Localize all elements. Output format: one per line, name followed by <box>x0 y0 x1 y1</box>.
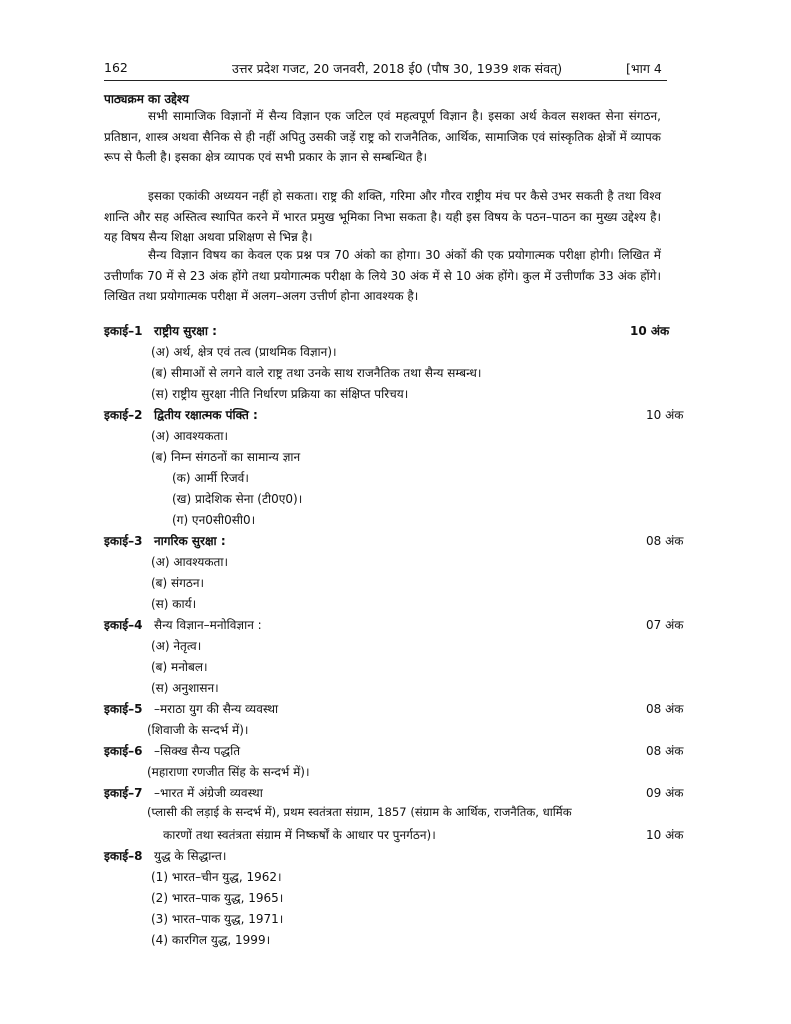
unit-3-label: इकाई–3 <box>104 534 143 548</box>
unit-4-item: (ब) मनोबल। <box>151 660 208 674</box>
unit-7-label: इकाई–7 <box>104 786 143 800</box>
unit-7-note-line2: कारणों तथा स्वतंत्रता संग्राम में निष्कर्षों के आधार पर पुनर्गठन)। <box>163 828 436 842</box>
unit-8-title: युद्ध के सिद्धान्त। <box>154 849 227 863</box>
unit-2-item: (ब) निम्न संगठनों का सामान्य ज्ञान <box>151 450 301 464</box>
section-heading: पाठ्यक्रम का उद्देश्य <box>104 92 189 106</box>
unit-7-marks: 09 अंक <box>646 786 684 800</box>
unit-2-subitem: (ग) एन0सी0सी0। <box>172 513 256 527</box>
unit-7-title: –भारत में अंग्रेजी व्यवस्था <box>154 786 263 800</box>
unit-3-title: नागरिक सुरक्षा : <box>154 534 226 548</box>
unit-1-label: इकाई–1 <box>104 324 143 338</box>
unit-4-title: सैन्य विज्ञान–मनोविज्ञान : <box>154 618 262 632</box>
unit-4-item: (स) अनुशासन। <box>151 681 219 695</box>
unit-2-marks: 10 अंक <box>646 408 684 422</box>
unit-1-item: (ब) सीमाओं से लगने वाले राष्ट्र तथा उनके साथ राजनैतिक तथा सैन्य सम्बन्ध। <box>151 366 482 380</box>
unit-2-subitem: (ख) प्रादेशिक सेना (टी0ए0)। <box>172 492 303 506</box>
unit-7-note-line1: (प्लासी की लड़ाई के सन्दर्भ में), प्रथम स्वतंत्रता संग्राम, 1857 (संग्राम के आर्थिक, राजनैतिक, धार्मिक <box>147 805 572 819</box>
part-label: [भाग 4 <box>626 61 662 76</box>
unit-3-item: (ब) संगठन। <box>151 576 205 590</box>
unit-7-marks-2: 10 अंक <box>646 828 684 842</box>
unit-8-item: (3) भारत–पाक युद्ध, 1971। <box>151 912 284 926</box>
unit-8-item: (4) कारगिल युद्ध, 1999। <box>151 933 271 947</box>
page-number: 162 <box>104 60 128 75</box>
unit-4-label: इकाई–4 <box>104 618 143 632</box>
paragraph-2: इसका एकांकी अध्ययन नहीं हो सकता। राष्ट्र की शक्ति, गरिमा और गौरव राष्ट्रीय मंच पर कैसे उभर सकती है तथा विश्व शान्ति और सह अस्तित्व स्थापित करने में भारत प्रमुख भूमिका निभा सकता है। यही इस विषय के पठन–पाठन का मुख्य उद्देश्य है। यह विषय सैन्य शिक्षा अथवा प्रशिक्षण से भिन्न है। <box>104 189 661 244</box>
unit-1-marks: 10 अंक <box>630 324 670 338</box>
gazette-title: उत्तर प्रदेश गजट, 20 जनवरी, 2018 ई0 (पौष 30, 1939 शक संवत्) <box>232 61 563 76</box>
unit-2-label: इकाई–2 <box>104 408 143 422</box>
unit-3-item: (स) कार्य। <box>151 597 197 611</box>
unit-4-marks: 07 अंक <box>646 618 684 632</box>
unit-6-note: (महाराणा रणजीत सिंह के सन्दर्भ में)। <box>147 765 310 779</box>
unit-5-title: –मराठा युग की सैन्य व्यवस्था <box>154 702 279 716</box>
unit-3-marks: 08 अंक <box>646 534 684 548</box>
unit-1-title: राष्ट्रीय सुरक्षा : <box>154 324 217 338</box>
unit-2-subitem: (क) आर्मी रिजर्व। <box>172 471 249 485</box>
unit-1-item: (अ) अर्थ, क्षेत्र एवं तत्व (प्राथमिक विज्ञान)। <box>151 345 337 359</box>
unit-2-item: (अ) आवश्यकता। <box>151 429 229 443</box>
unit-1-item: (स) राष्ट्रीय सुरक्षा नीति निर्धारण प्रक्रिया का संक्षिप्त परिचय। <box>151 387 409 401</box>
unit-6-marks: 08 अंक <box>646 744 684 758</box>
unit-8-item: (2) भारत–पाक युद्ध, 1965। <box>151 891 284 905</box>
unit-8-item: (1) भारत–चीन युद्ध, 1962। <box>151 870 282 884</box>
unit-5-note: (शिवाजी के सन्दर्भ में)। <box>147 723 249 737</box>
unit-3-item: (अ) आवश्यकता। <box>151 555 229 569</box>
paragraph-1: सभी सामाजिक विज्ञानों में सैन्य विज्ञान एक जटिल एवं महत्वपूर्ण विज्ञान है। इसका अर्थ केवल सशक्त सेना संगठन, प्रतिष्ठान, शास्त्र अथवा सैनिक से ही नहीं अपितु उसकी जड़ें राष्ट्र को राजनैतिक, आर्थिक, सामाजिक एवं सांस्कृतिक क्षेत्रों में व्यापक रूप से फैली है। इसका क्षेत्र व्यापक एवं सभी प्रकार के ज्ञान से सम्बन्धित है। <box>104 109 661 164</box>
unit-6-title: –सिक्ख सैन्य पद्धति <box>154 744 241 758</box>
unit-5-label: इकाई–5 <box>104 702 143 716</box>
unit-8-label: इकाई–8 <box>104 849 143 863</box>
unit-4-item: (अ) नेतृत्व। <box>151 639 202 653</box>
unit-5-marks: 08 अंक <box>646 702 684 716</box>
unit-2-title: द्वितीय रक्षात्मक पंक्ति : <box>154 408 258 422</box>
unit-6-label: इकाई–6 <box>104 744 143 758</box>
header-rule <box>104 80 667 81</box>
paragraph-3: सैन्य विज्ञान विषय का केवल एक प्रश्न पत्र 70 अंको का होगा। 30 अंकों की एक प्रयोगात्मक परीक्षा होगी। लिखित में उत्तीर्णांक 70 में से 23 अंक होंगे तथा प्रयोगात्मक परीक्षा के लिये 30 अंक में से 10 अंक होंगे। कुल में उत्तीर्णांक 33 अंक होंगे। लिखित तथा प्रयोगात्मक परीक्षा में अलग–अलग उत्तीर्ण होना आवश्यक है। <box>104 248 661 303</box>
